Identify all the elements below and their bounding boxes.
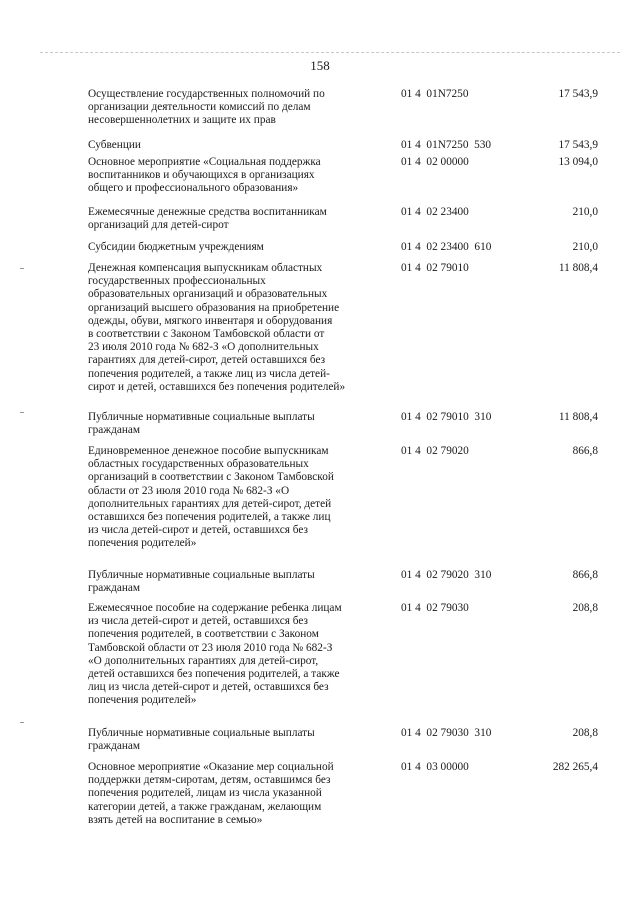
row-amount: 13 094,0: [558, 156, 598, 168]
row-description: Публичные нормативные социальные выплаты гражданам: [88, 411, 315, 437]
row-amount: 208,8: [572, 727, 598, 739]
row-description: Осуществление государственных полномочий по организации деятельности комиссий по делам несовершеннолетних и защите их прав: [88, 88, 325, 127]
top-dashed-rule: [40, 52, 620, 53]
row-code: 01 4 01N7250: [401, 88, 469, 100]
row-code: 01 4 02 00000: [401, 156, 469, 168]
row-amount: 210,0: [572, 206, 598, 218]
row-amount: 282 265,4: [552, 761, 598, 773]
row-amount: 208,8: [572, 602, 598, 614]
row-description: Публичные нормативные социальные выплаты гражданам: [88, 727, 315, 753]
margin-mark: [20, 412, 24, 413]
row-code: 01 4 02 79010 310: [401, 411, 492, 423]
row-code: 01 4 02 79020 310: [401, 569, 492, 581]
row-amount: 17 543,9: [558, 139, 598, 151]
row-description: Субсидии бюджетным учреждениям: [88, 241, 264, 253]
margin-mark: [20, 268, 24, 269]
row-description: Основное мероприятие «Социальная поддержка воспитанников и обучающихся в организациях общего и профессионального образования»: [88, 156, 321, 195]
margin-mark: [20, 722, 24, 723]
row-description: Основное мероприятие «Оказание мер социальной поддержки детям-сиротам, детям, оставшимся без попечения родителей, лицам из числа указанной категории детей, а также гражданам, желающим взять детей на воспитание в семью»: [88, 761, 334, 826]
row-code: 01 4 03 00000: [401, 761, 469, 773]
row-amount: 11 808,4: [558, 262, 598, 274]
row-code: 01 4 02 79010: [401, 262, 469, 274]
row-code: 01 4 01N7250 530: [401, 139, 492, 151]
row-amount: 210,0: [572, 241, 598, 253]
page-number: 158: [310, 58, 330, 73]
row-code: 01 4 02 79030 310: [401, 727, 492, 739]
row-description: Ежемесячные денежные средства воспитанникам организаций для детей-сирот: [88, 206, 327, 232]
row-description: Субвенции: [88, 139, 141, 151]
row-amount: 866,8: [572, 569, 598, 581]
row-code: 01 4 02 79020: [401, 445, 469, 457]
row-description: Денежная компенсация выпускникам областных государственных профессиональных образовательных организаций и образовательных организаций высшего образования на приобретение одежды, обуви, мягкого инвентаря и оборудования в соответствии с Законом Тамбовской области от 23 июля 2010 года № 682-З «О дополнительных гарантиях для детей-сирот, детей оставшихся без попечения родителей, а также лиц из числа детей- сирот и детей, оставшихся без попечения родителей»: [88, 262, 346, 393]
row-amount: 11 808,4: [558, 411, 598, 423]
row-description: Публичные нормативные социальные выплаты гражданам: [88, 569, 315, 595]
row-amount: 866,8: [572, 445, 598, 457]
row-code: 01 4 02 23400: [401, 206, 469, 218]
row-amount: 17 543,9: [558, 88, 598, 100]
row-code: 01 4 02 79030: [401, 602, 469, 614]
row-description: Ежемесячное пособие на содержание ребенка лицам из числа детей-сирот и детей, оставшихся без попечения родителей, в соответствии с Законом Тамбовской области от 23 июля 2010 года № 682-З «О дополнительных гарантиях для детей-сирот, детей оставшихся без попечения родителей, а также лиц из числа детей-сирот и детей, оставшихся без попечения родителей»: [88, 602, 342, 707]
row-code: 01 4 02 23400 610: [401, 241, 492, 253]
row-description: Единовременное денежное пособие выпускникам областных государственных образовательных организаций в соответствии с Законом Тамбовской области от 23 июля 2010 года № 682-З «О дополнительных гарантиях для детей-сирот, детей оставшихся без попечения родителей, а также лиц из числа детей-сирот и детей, оставшихся без попечения родителей»: [88, 445, 334, 550]
